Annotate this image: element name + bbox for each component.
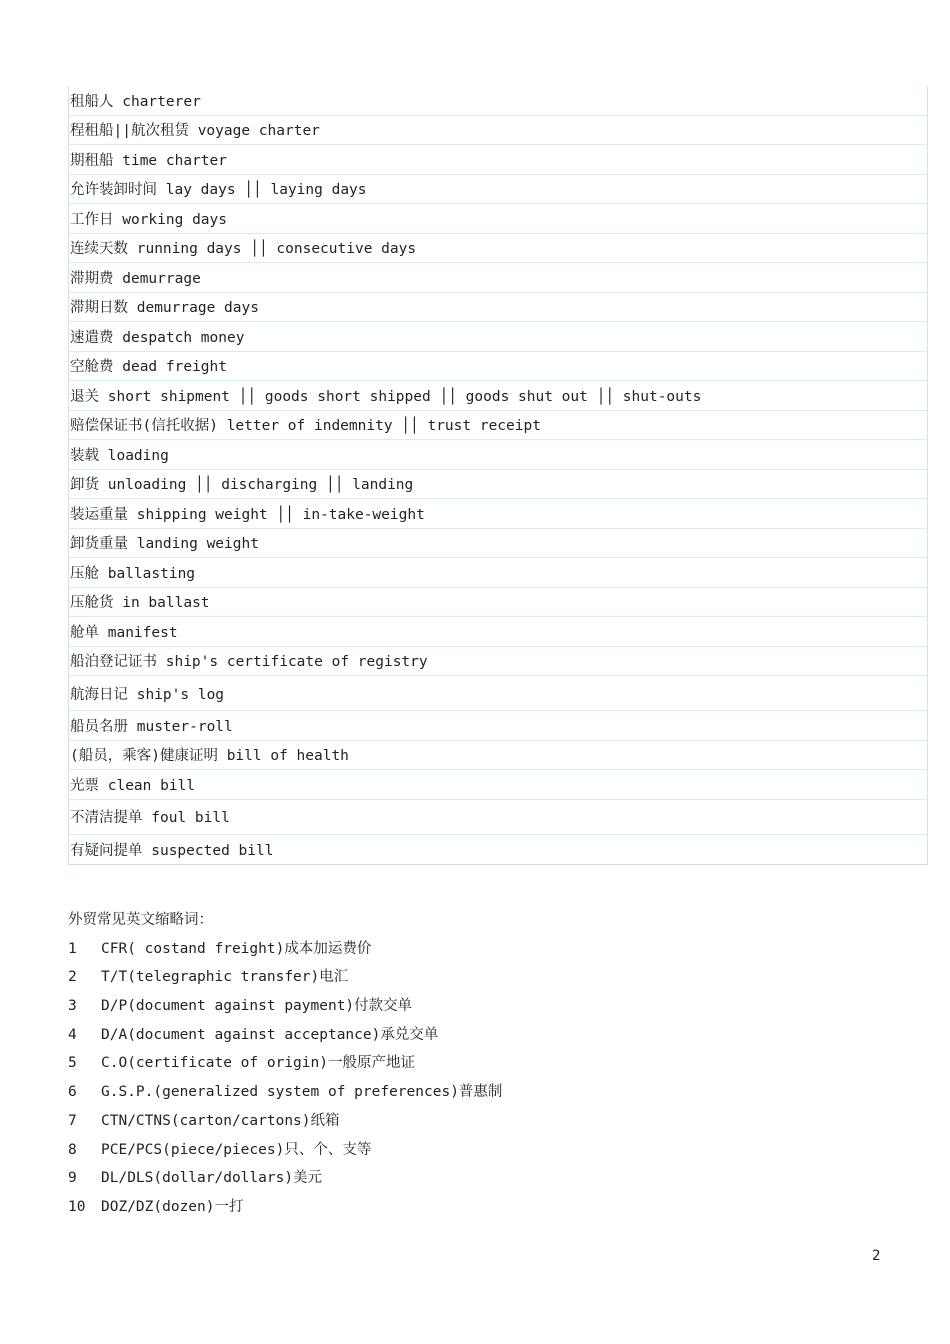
glossary-row: 允许装卸时间 lay days ││ laying days <box>69 175 927 205</box>
glossary-row: 航海日记 ship's log <box>69 676 927 711</box>
glossary-row: 不清洁提单 foul bill <box>69 800 927 835</box>
abbreviation-item <box>68 1136 868 1165</box>
abbreviation-text: D/A(document against acceptance)承兑交单 <box>101 1026 439 1043</box>
abbreviation-number: 9 <box>68 1170 77 1187</box>
glossary-row: 压舱 ballasting <box>69 558 927 588</box>
glossary-row: 船泊登记证书 ship's certificate of registry <box>69 647 927 677</box>
abbreviation-item <box>68 1049 868 1078</box>
abbreviation-text: D/P(document against payment)付款交单 <box>101 998 413 1015</box>
glossary-row: 舱单 manifest <box>69 617 927 647</box>
abbreviation-text: T/T(telegraphic transfer)电汇 <box>101 969 349 986</box>
abbreviation-number: 8 <box>68 1141 77 1158</box>
glossary-row: 船员名册 muster-roll <box>69 711 927 741</box>
glossary-row: 连续天数 running days ││ consecutive days <box>69 234 927 264</box>
glossary-row: 程租船||航次租赁 voyage charter <box>69 116 927 146</box>
page-number: 2 <box>872 1248 881 1264</box>
abbreviation-text: CTN/CTNS(carton/cartons)纸箱 <box>101 1112 340 1129</box>
abbreviation-text: DL/DLS(dollar/dollars)美元 <box>101 1170 323 1187</box>
abbreviation-section <box>68 906 868 1222</box>
abbreviation-text: C.O(certificate of origin)一般原产地证 <box>101 1055 415 1072</box>
abbreviation-item <box>68 1164 868 1193</box>
abbreviation-number: 2 <box>68 969 77 986</box>
glossary-row: 卸货 unloading ││ discharging ││ landing <box>69 470 927 500</box>
glossary-row: 赔偿保证书(信托收据) letter of indemnity ││ trust receipt <box>69 411 927 441</box>
abbreviation-number: 3 <box>68 998 77 1015</box>
glossary-row: 空舱费 dead freight <box>69 352 927 382</box>
abbreviation-text: DOZ/DZ(dozen)一打 <box>101 1198 244 1215</box>
glossary-table <box>68 86 928 865</box>
glossary-row: 退关 short shipment ││ goods short shipped ││ goods shut out ││ shut-outs <box>69 381 927 411</box>
glossary-row: 光票 clean bill <box>69 770 927 800</box>
abbreviation-number: 6 <box>68 1084 77 1101</box>
abbreviation-item <box>68 1078 868 1107</box>
glossary-row: 装运重量 shipping weight ││ in-take-weight <box>69 499 927 529</box>
glossary-row: 滞期费 demurrage <box>69 263 927 293</box>
glossary-row: 装载 loading <box>69 440 927 470</box>
abbreviation-text: PCE/PCS(piece/pieces)只、个、支等 <box>101 1141 372 1158</box>
abbreviation-text: CFR( costand freight)成本加运费价 <box>101 940 372 957</box>
abbreviation-item <box>68 1021 868 1050</box>
abbreviation-item <box>68 992 868 1021</box>
abbreviation-number: 1 <box>68 940 77 957</box>
abbreviation-number: 7 <box>68 1112 77 1129</box>
glossary-row: 工作日 working days <box>69 204 927 234</box>
glossary-row: (船员，乘客)健康证明 bill of health <box>69 741 927 771</box>
abbreviation-text: G.S.P.(generalized system of preferences)普惠制 <box>101 1084 503 1101</box>
glossary-row: 滞期日数 demurrage days <box>69 293 927 323</box>
abbreviation-item <box>68 963 868 992</box>
glossary-row: 期租船 time charter <box>69 145 927 175</box>
glossary-row: 速遣费 despatch money <box>69 322 927 352</box>
abbreviation-number: 5 <box>68 1055 77 1072</box>
abbreviation-item <box>68 935 868 964</box>
abbreviation-number: 10 <box>68 1198 86 1215</box>
abbreviation-heading: 外贸常见英文缩略词： <box>68 912 213 928</box>
abbreviation-item <box>68 1107 868 1136</box>
glossary-row: 租船人 charterer <box>69 86 927 116</box>
glossary-row: 有疑问提单 suspected bill <box>70 842 274 859</box>
abbreviation-item <box>68 1193 868 1222</box>
glossary-row: 压舱货 in ballast <box>69 588 927 618</box>
glossary-row: 卸货重量 landing weight <box>69 529 927 559</box>
abbreviation-number: 4 <box>68 1026 77 1043</box>
